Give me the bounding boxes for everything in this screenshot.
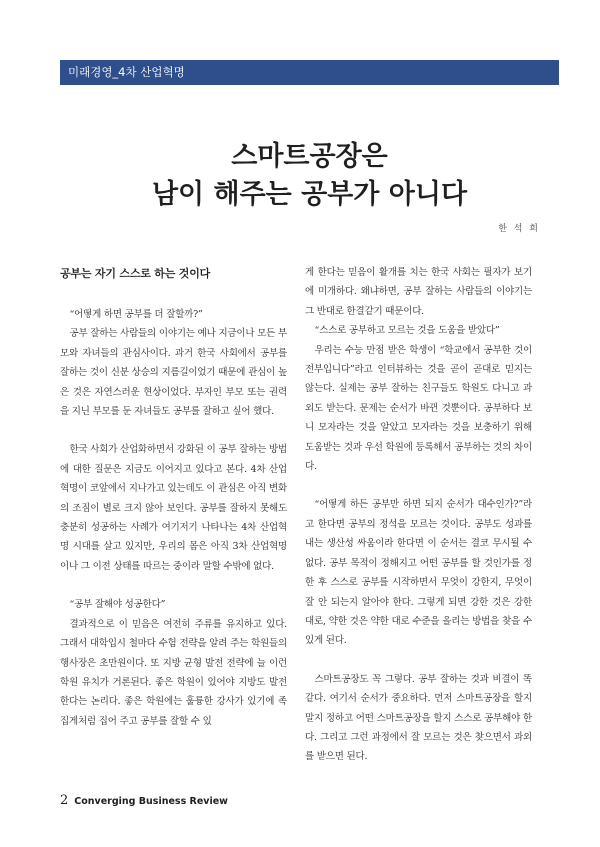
journal-name: Converging Business Review (74, 796, 228, 807)
paragraph: 결과적으로 이 믿음은 여전히 주류를 유지하고 있다. 그래서 대학입시 철마다 수험 전략을 알려 주는 학원들의 행사장은 초만원이다. 또 지방 균형 발전 전략에 늘 이런 학원 유치가 거론된다. 좋은 학원이 있어야 지방도 발전한다는 논리다. 좋은 학원에는 훌륭한 강사가 있기에 족집게처럼 집어 주고 공부를 잘할 수 있 (60, 618, 287, 727)
paragraph: “어떻게 하면 공부를 더 잘할까?” (69, 309, 203, 320)
paragraph-gap (305, 651, 532, 670)
section-banner (60, 60, 559, 85)
paragraph: “스스로 공부하고 모르는 것을 도움을 받았다” (314, 325, 500, 337)
paragraph: 스마트공장도 꼭 그렇다. 공부 잘하는 것과 비결이 똑같다. 여기서 순서가 중요하다. 먼저 스마트공장을 할지 말지 정하고 어떤 스마트공장을 할지 스스로 공부해야 한다. 그리고 그런 과정에서 잘 모르는 것은 찾으면서 과외를 받으면 된다. (305, 673, 532, 763)
left-column (60, 266, 287, 731)
title-line-1: 스마트공장은 (231, 141, 388, 172)
page-number: 2 (60, 793, 69, 808)
paragraph-gap (60, 421, 287, 440)
paragraph: 공부 잘하는 사람들의 이야기는 예나 지금이나 모든 부모와 자녀들의 관심사이다. 과거 한국 사회에서 공부를 잘하는 것이 신분 상승의 지름길이었기 때문에 관심이 높은 것은 자연스러운 현상이었다. 부자인 부모 또는 권력을 지닌 부모를 둔 자녀들도 공부를 잘하고 싶어 했다. (60, 328, 287, 418)
section-heading: 공부는 자기 스스로 하는 것이다 (60, 267, 211, 280)
right-column (305, 263, 532, 767)
section-label: 미래경영_4차 산업혁명 (68, 65, 185, 79)
paragraph: “어떻게 하든 공부만 하면 되지 순서가 대수인가?”라고 한다면 공부의 정석을 모르는 것이다. 공부도 성과를 내는 생산성 싸움이라 한다면 이 순서는 결코 무시될 수 없다. 공부 목적이 정해지고 어떤 공부를 할 것인가를 정한 후 스스로 공부를 시작하면서 무엇이 강한지, 무엇이 잘 안 되는지 알아야 한다. 그렇게 되면 강한 것은 강한 대로, 약한 것은 약한 대로 수준을 올리는 방법을 찾을 수 있게 된다. (305, 499, 532, 647)
paragraph: 한국 사회가 산업화하면서 강화된 이 공부 잘하는 방법에 대한 질문은 지금도 이어지고 있다고 본다. 4차 산업혁명이 코앞에서 지나가고 있는데도 이 관심은 아직 변화의 조짐이 별로 크지 않아 보인다. 공부를 잘하지 못해도 충분히 성공하는 사례가 여기저기 나타나는 4차 산업혁명 시대를 살고 있지만, 우리의 몸은 아직 3차 산업혁명이나 그 이전 상태를 따르는 중이라 말할 수밖에 없다. (60, 444, 287, 572)
paragraph-gap (305, 476, 532, 495)
paragraph: “공부 잘해야 성공한다” (69, 599, 166, 611)
paragraph-gap (60, 576, 287, 595)
page-footer (60, 793, 228, 808)
paragraph: 우리는 수능 만점 받은 학생이 “학교에서 공부한 것이 전부입니다”라고 인터뷰하는 것을 곧이 곧대로 믿지는 않는다. 실제는 공부 잘하는 친구들도 학원도 다니고 과외도 받는다. 문제는 순서가 바뀐 것뿐이다. 공부하다 보니 모자라는 것을 알았고 모자라는 것을 보충하기 위해 도움받는 것과 우선 학원에 등록해서 공부하는 것의 차이다. (305, 344, 532, 473)
author-name: 한 석 희 (498, 224, 540, 234)
article-title (60, 138, 559, 214)
title-line-2: 남이 해주는 공부가 아니다 (151, 179, 468, 210)
paragraph: 게 한다는 믿음이 활개를 치는 한국 사회는 필자가 보기에 미개하다. 왜냐하면, 공부 잘하는 사람들의 이야기는 그 반대로 한결같기 때문이다. (305, 267, 532, 317)
